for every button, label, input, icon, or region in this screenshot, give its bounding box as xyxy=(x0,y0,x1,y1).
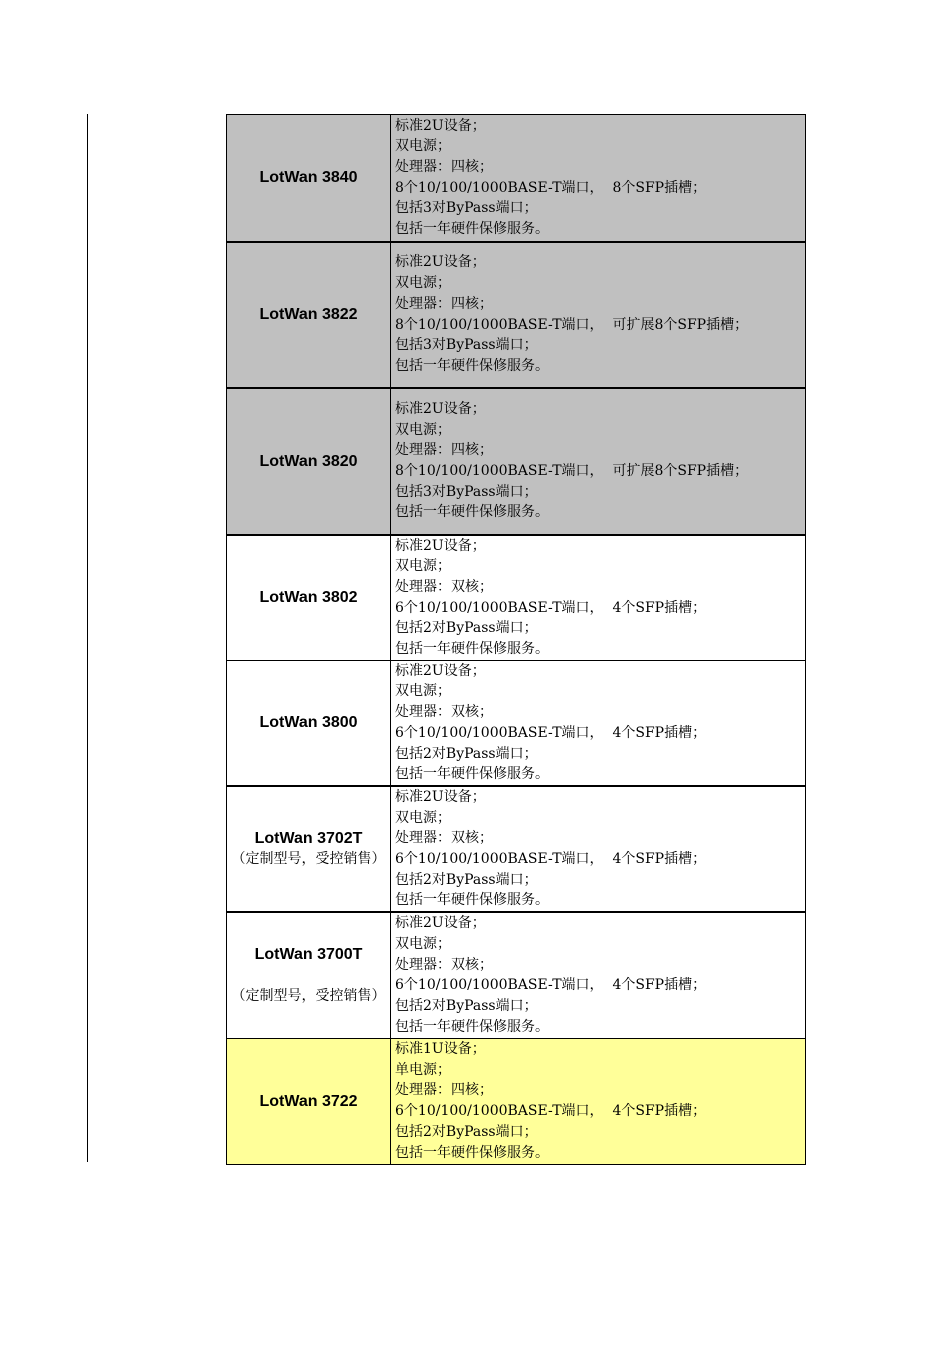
table-row xyxy=(227,535,806,661)
spec-ports: 6个10/100/1000BASE-T端口， 4个SFP插槽； xyxy=(395,724,707,741)
table-row xyxy=(227,786,806,912)
spec-cell xyxy=(391,535,806,661)
spec-power: 双电源； xyxy=(395,809,451,826)
model-cell xyxy=(227,242,391,388)
spec-ports: 6个10/100/1000BASE-T端口， 4个SFP插槽； xyxy=(395,851,707,868)
spec-ports: 8个10/100/1000BASE-T端口， 可扩展8个SFP插槽； xyxy=(395,463,749,479)
spec-processor: 处理器：双核； xyxy=(395,956,493,973)
spec-power: 双电源； xyxy=(395,421,451,438)
spec-ports: 8个10/100/1000BASE-T端口， 8个SFP插槽； xyxy=(395,179,707,196)
spec-bypass: 包括3对ByPass端口； xyxy=(395,200,538,217)
spec-form-factor: 标准2U设备； xyxy=(395,117,486,134)
product-spec-table xyxy=(226,114,806,1165)
model-name: LotWan 3702T xyxy=(254,830,363,848)
spec-warranty: 包括一年硬件保修服务。 xyxy=(395,1018,549,1035)
spec-processor: 处理器：四核； xyxy=(395,442,493,459)
spec-warranty: 包括一年硬件保修服务。 xyxy=(395,766,549,783)
model-name: LotWan 3822 xyxy=(259,306,358,323)
table-row xyxy=(227,115,806,242)
spec-bypass: 包括2对ByPass端口； xyxy=(395,745,538,762)
left-margin-rule xyxy=(87,114,88,1162)
model-cell xyxy=(227,786,391,912)
model-name: LotWan 3722 xyxy=(259,1092,358,1110)
spec-bypass: 包括2对ByPass端口； xyxy=(395,1123,538,1140)
model-cell xyxy=(227,115,391,242)
spec-warranty: 包括一年硬件保修服务。 xyxy=(395,641,549,658)
spec-processor: 处理器：双核； xyxy=(395,704,493,721)
model-name: LotWan 3800 xyxy=(259,714,358,732)
spec-bypass: 包括3对ByPass端口； xyxy=(395,483,538,500)
spec-power: 双电源； xyxy=(395,683,451,700)
table-row xyxy=(227,912,806,1038)
model-note: （定制型号，受控销售） xyxy=(231,851,386,868)
spec-cell xyxy=(391,242,806,388)
spec-cell xyxy=(391,786,806,912)
spec-cell xyxy=(391,660,806,786)
table-row xyxy=(227,1038,806,1164)
spec-warranty: 包括一年硬件保修服务。 xyxy=(395,221,549,238)
spec-power: 双电源； xyxy=(395,558,451,575)
spec-power: 双电源； xyxy=(395,936,451,952)
model-name: LotWan 3820 xyxy=(259,452,358,470)
spec-power: 双电源； xyxy=(395,138,451,155)
model-cell xyxy=(227,912,391,1038)
spec-processor: 处理器：四核； xyxy=(395,159,493,176)
spec-processor: 处理器：双核； xyxy=(395,830,493,847)
model-name: LotWan 3802 xyxy=(259,589,358,607)
spec-power: 双电源； xyxy=(395,275,451,292)
spec-ports: 6个10/100/1000BASE-T端口， 4个SFP插槽； xyxy=(395,1103,707,1120)
spec-form-factor: 标准2U设备； xyxy=(395,400,486,417)
model-cell xyxy=(227,660,391,786)
model-cell xyxy=(227,388,391,535)
spec-form-factor: 标准1U设备； xyxy=(395,1041,486,1058)
model-cell xyxy=(227,535,391,661)
spec-warranty: 包括一年硬件保修服务。 xyxy=(395,357,549,374)
spec-bypass: 包括2对ByPass端口； xyxy=(395,871,538,888)
spec-processor: 处理器：双核； xyxy=(395,578,493,595)
model-cell xyxy=(227,1038,391,1164)
spec-ports: 6个10/100/1000BASE-T端口， 4个SFP插槽； xyxy=(395,977,707,994)
spec-warranty: 包括一年硬件保修服务。 xyxy=(395,504,549,521)
spec-cell xyxy=(391,115,806,242)
table-row xyxy=(227,660,806,786)
model-note: （定制型号，受控销售） xyxy=(231,987,386,1004)
spec-cell xyxy=(391,388,806,535)
spec-form-factor: 标准2U设备； xyxy=(395,537,486,554)
spec-bypass: 包括2对ByPass端口； xyxy=(395,998,538,1015)
table-row xyxy=(227,242,806,388)
spec-form-factor: 标准2U设备； xyxy=(395,915,486,932)
spec-ports: 8个10/100/1000BASE-T端口， 可扩展8个SFP插槽； xyxy=(395,316,749,333)
model-name: LotWan 3700T xyxy=(254,945,363,963)
note-spacer xyxy=(227,965,390,986)
spec-warranty: 包括一年硬件保修服务。 xyxy=(395,1144,549,1161)
spec-form-factor: 标准2U设备； xyxy=(395,662,486,679)
spec-form-factor: 标准2U设备； xyxy=(395,788,486,805)
spec-processor: 处理器：四核； xyxy=(395,1082,493,1099)
spec-form-factor: 标准2U设备； xyxy=(395,254,486,271)
spec-cell xyxy=(391,1038,806,1164)
spec-bypass: 包括3对ByPass端口； xyxy=(395,337,538,354)
spec-power: 单电源； xyxy=(395,1061,451,1078)
spec-cell xyxy=(391,912,806,1038)
spec-ports: 6个10/100/1000BASE-T端口， 4个SFP插槽； xyxy=(395,599,707,616)
spec-warranty: 包括一年硬件保修服务。 xyxy=(395,892,549,909)
spec-processor: 处理器：四核； xyxy=(395,295,493,312)
spec-bypass: 包括2对ByPass端口； xyxy=(395,620,538,637)
table-row xyxy=(227,388,806,535)
model-name: LotWan 3840 xyxy=(259,169,358,187)
